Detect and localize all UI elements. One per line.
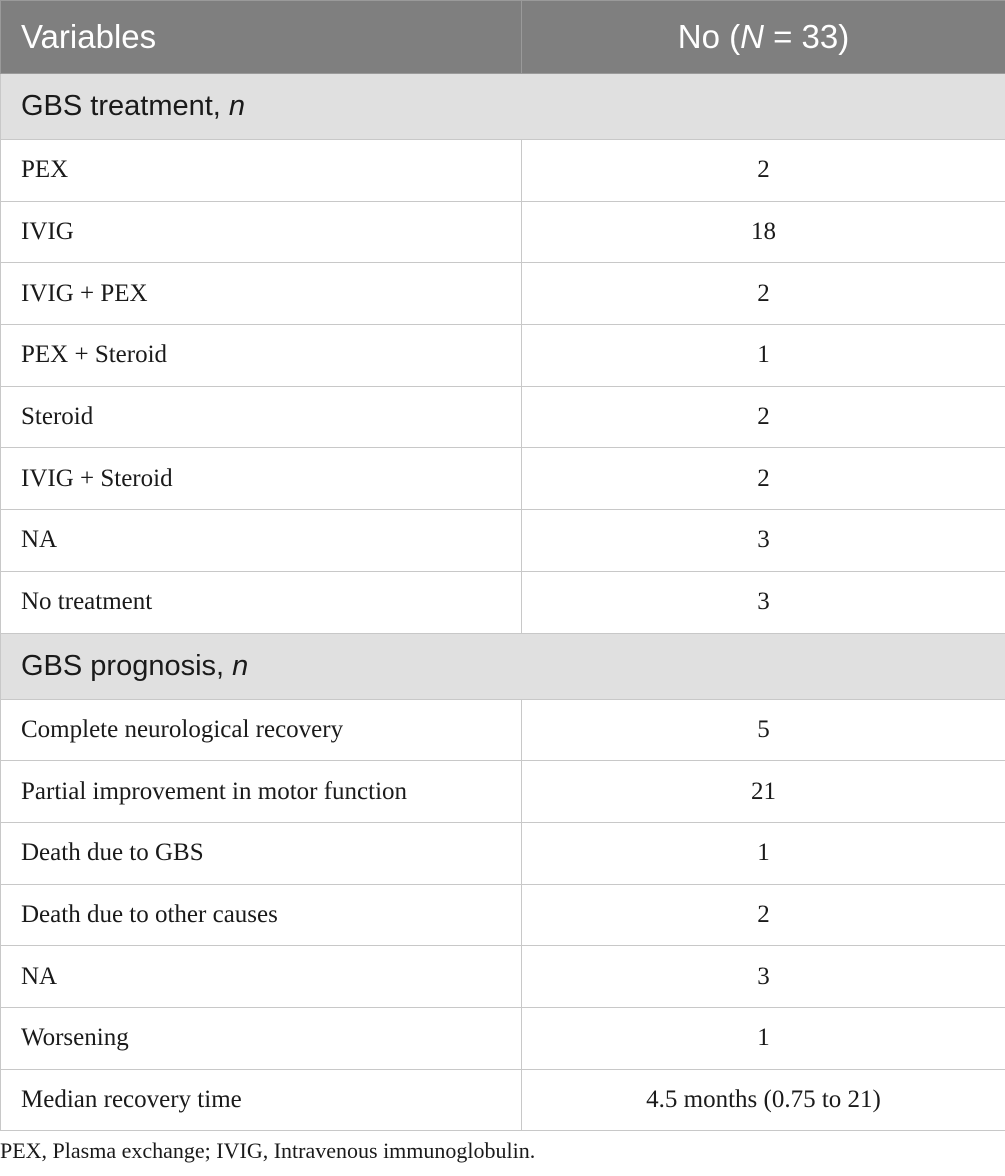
row-label: PEX + Steroid bbox=[1, 325, 522, 387]
row-value: 2 bbox=[522, 386, 1005, 448]
section-title: GBS prognosis, n bbox=[1, 633, 1005, 699]
table-row bbox=[1, 448, 1005, 510]
row-label: NA bbox=[1, 510, 522, 572]
table-row bbox=[1, 140, 1005, 202]
row-value: 1 bbox=[522, 822, 1005, 884]
table-row bbox=[1, 386, 1005, 448]
header-count-prefix: No ( bbox=[677, 18, 741, 55]
header-count-var: N bbox=[740, 18, 764, 55]
header-count bbox=[522, 1, 1005, 74]
table-row bbox=[1, 822, 1005, 884]
row-label: IVIG + Steroid bbox=[1, 448, 522, 510]
row-label: PEX bbox=[1, 140, 522, 202]
row-value: 4.5 months (0.75 to 21) bbox=[522, 1069, 1005, 1131]
table-footnote: PEX, Plasma exchange; IVIG, Intravenous immunoglobulin. bbox=[0, 1138, 536, 1163]
table-row bbox=[1, 510, 1005, 572]
header-row bbox=[1, 1, 1005, 74]
section-row-prognosis bbox=[1, 633, 1005, 699]
row-label: Complete neurological recovery bbox=[1, 699, 522, 761]
row-label: No treatment bbox=[1, 571, 522, 633]
table-row bbox=[1, 699, 1005, 761]
table-row bbox=[1, 946, 1005, 1008]
row-value: 2 bbox=[522, 263, 1005, 325]
row-label: Worsening bbox=[1, 1007, 522, 1069]
table-row bbox=[1, 1007, 1005, 1069]
row-value: 3 bbox=[522, 946, 1005, 1008]
table-row bbox=[1, 325, 1005, 387]
table-row bbox=[1, 263, 1005, 325]
row-value: 1 bbox=[522, 325, 1005, 387]
row-label: Steroid bbox=[1, 386, 522, 448]
row-label: IVIG + PEX bbox=[1, 263, 522, 325]
row-value: 2 bbox=[522, 884, 1005, 946]
row-label: Death due to GBS bbox=[1, 822, 522, 884]
table-row bbox=[1, 571, 1005, 633]
row-label: NA bbox=[1, 946, 522, 1008]
row-value: 3 bbox=[522, 571, 1005, 633]
row-value: 5 bbox=[522, 699, 1005, 761]
row-value: 3 bbox=[522, 510, 1005, 572]
row-value: 2 bbox=[522, 448, 1005, 510]
row-label: Death due to other causes bbox=[1, 884, 522, 946]
table-row bbox=[1, 201, 1005, 263]
row-label: Median recovery time bbox=[1, 1069, 522, 1131]
row-value: 2 bbox=[522, 140, 1005, 202]
table-row bbox=[1, 884, 1005, 946]
section-row-treatment bbox=[1, 74, 1005, 140]
row-label: Partial improvement in motor function bbox=[1, 761, 522, 823]
header-count-suffix: = 33) bbox=[763, 18, 850, 55]
row-value: 21 bbox=[522, 761, 1005, 823]
row-value: 18 bbox=[522, 201, 1005, 263]
header-variables: Variables bbox=[1, 1, 522, 74]
row-label: IVIG bbox=[1, 201, 522, 263]
table-row bbox=[1, 1069, 1005, 1131]
section-title: GBS treatment, n bbox=[1, 74, 1005, 140]
table-row bbox=[1, 761, 1005, 823]
row-value: 1 bbox=[522, 1007, 1005, 1069]
